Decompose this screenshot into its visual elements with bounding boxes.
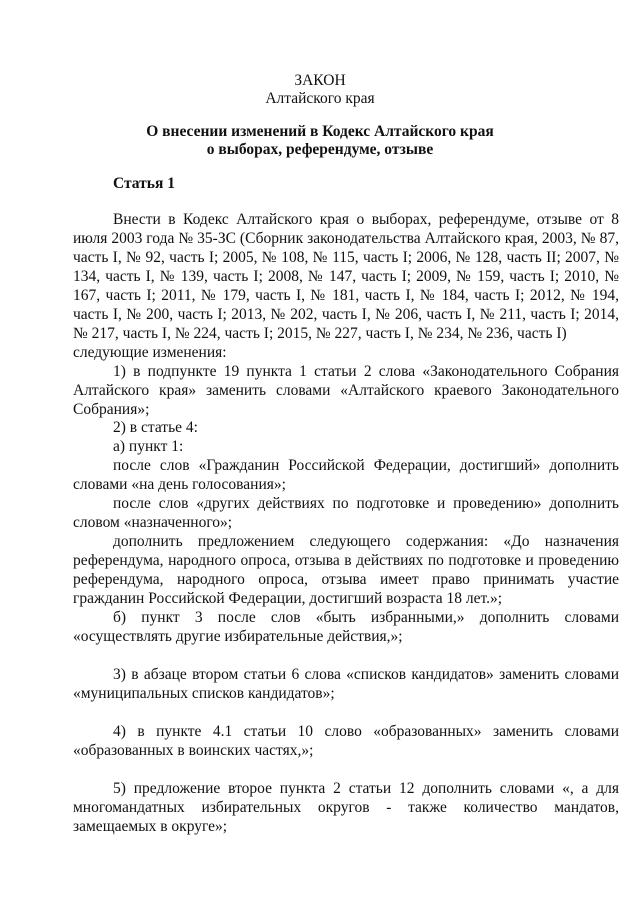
law-heading-line-2: о выборах, референдуме, отзыве	[206, 141, 434, 158]
item-4: 4) в пункте 4.1 статьи 10 слово «образованных» заменить словами «образованных в воинских частях,»;	[73, 723, 619, 759]
item-2b: б) пункт 3 после слов «быть избранными,» дополнить словами «осуществлять другие избирательные действия,»;	[73, 609, 619, 645]
item-3: 3) в абзаце втором статьи 6 слова «списков кандидатов» заменить словами «муниципальных списков кандидатов»;	[73, 666, 619, 702]
item-1: 1) в подпункте 19 пункта 1 статьи 2 слова «Законодательного Собрания Алтайского края» заменить словами «Алтайского краевого Законодательного Собрания»;	[73, 363, 619, 418]
item-5: 5) предложение второе пункта 2 статьи 12 дополнить словами «, а для многомандатных избирательных округов - также количество мандатов, замещаемых в округе»;	[73, 780, 619, 835]
document-body-part-2	[73, 418, 619, 836]
spacer	[73, 646, 619, 665]
item-2a-1: после слов «Гражданин Российской Федерации, достигший» дополнить словами «на день голосования»;	[73, 457, 619, 493]
law-title: ЗАКОН	[294, 72, 346, 89]
spacer	[73, 760, 619, 779]
intro-tail: следующие изменения:	[73, 344, 227, 361]
item-2a-2: после слов «других действиях по подготовке и проведению» дополнить словом «назначенного»;	[73, 495, 619, 531]
article-title: Статья 1	[113, 175, 175, 192]
law-heading-line-1: О внесении изменений в Кодекс Алтайского края	[146, 123, 494, 140]
item-2: 2) в статье 4:	[113, 419, 198, 436]
item-2a-3: дополнить предложением следующего содержания: «До назначения референдума, народного опроса, отзыва в действиях по подготовке и проведению референдума, народного опроса, отзыва имеет право принимать участие гражданин Российской Федерации, достигший возраста 18 лет.»;	[73, 533, 619, 607]
document-body-part-1	[73, 210, 619, 419]
item-2a: а) пункт 1:	[113, 438, 184, 455]
intro-paragraph: Внести в Кодекс Алтайского края о выборах, референдуме, отзыве от 8 июля 2003 года № 35-ЗС (Сборник законодательства Алтайского края, 2003, № 87, часть I, № 92, часть I; 2005, № 108, № 115, часть I; 2006, № 128, часть II; 2007, № 134, часть I, № 139, часть I; 2008, № 147, часть I; 2009, № 159, часть I; 2010, № 167, часть I; 2011, № 179, часть I, № 181, часть I, № 184, часть I; 2012, № 194, часть I, № 200, часть I; 2013, № 202, часть I, № 206, часть I, № 211, часть I; 2014, № 217, часть I, № 224, часть I; 2015, № 227, часть I, № 234, № 236, часть I)	[73, 211, 619, 342]
law-region: Алтайского края	[265, 90, 375, 107]
spacer	[73, 703, 619, 722]
